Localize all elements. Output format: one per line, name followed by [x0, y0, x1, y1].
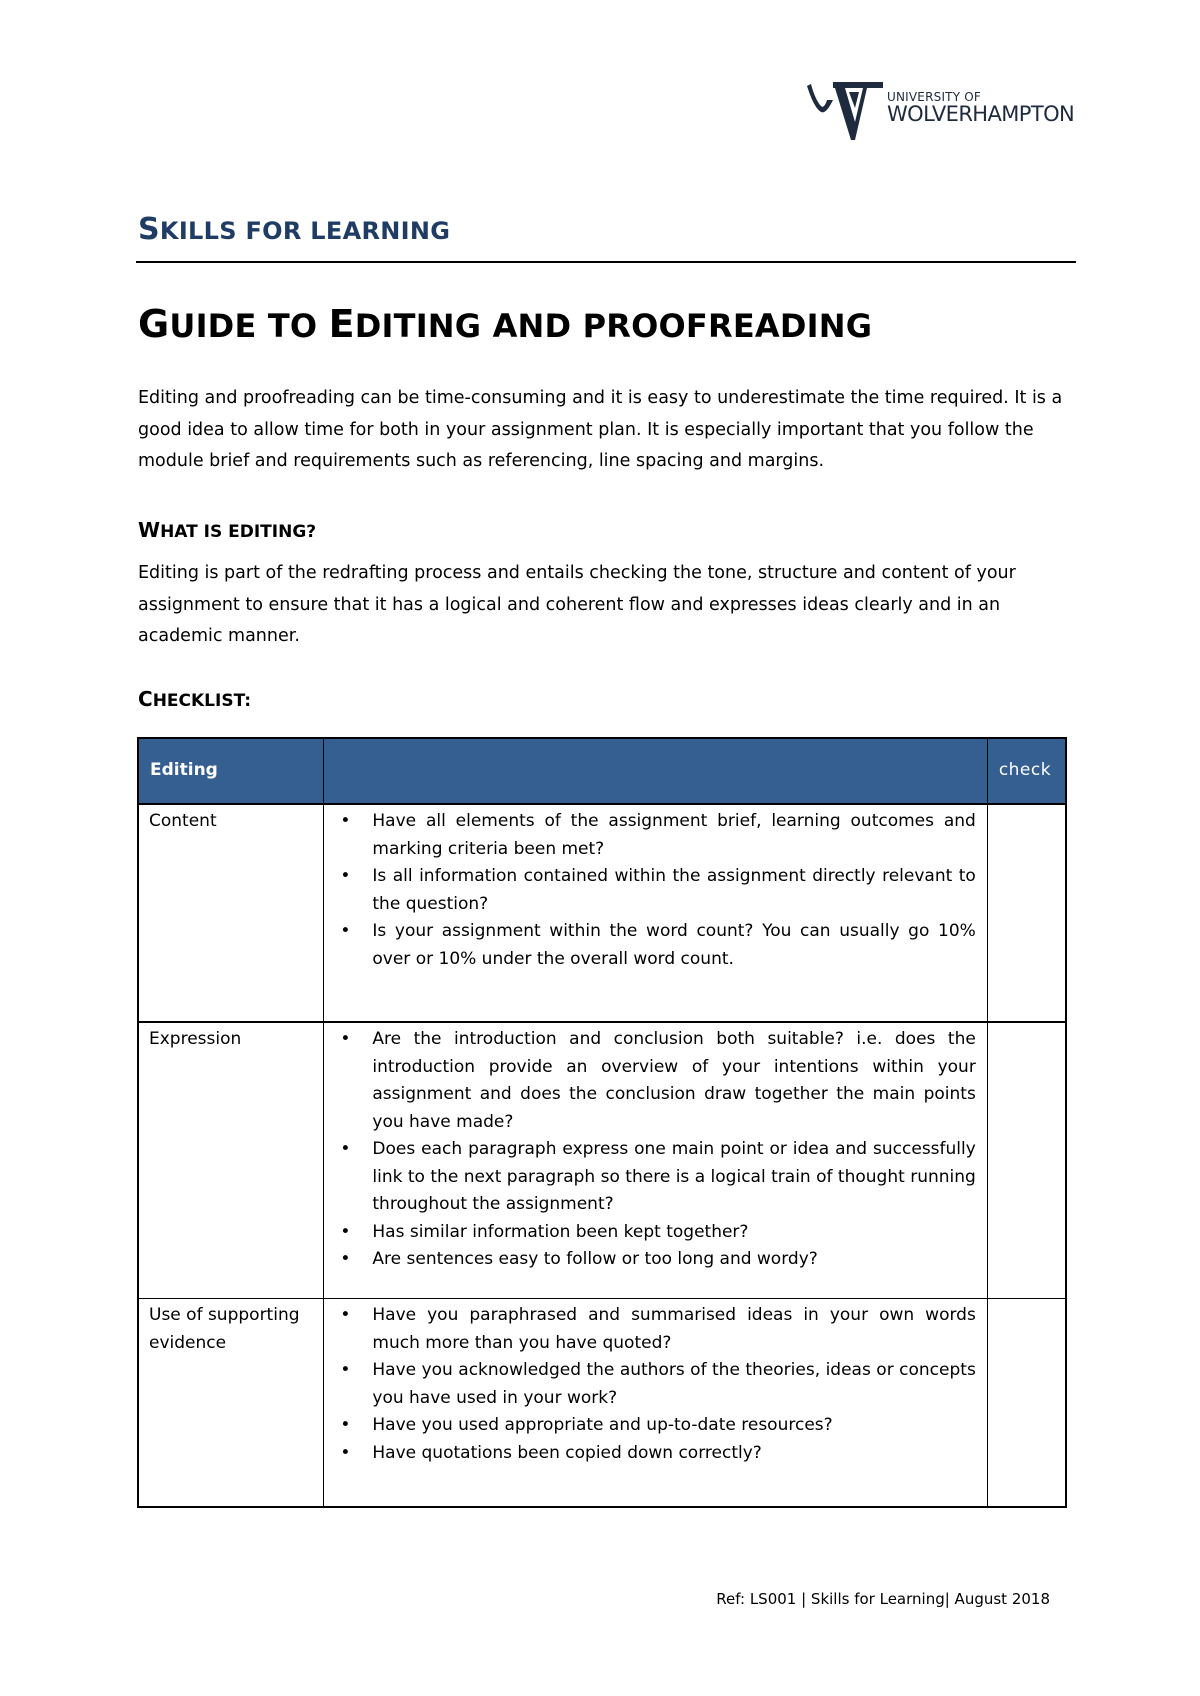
bullet-icon: •: [340, 921, 351, 941]
series-heading: SKILLS FOR LEARNING: [138, 212, 451, 247]
category-cell: Content: [138, 804, 324, 1022]
header-editing: Editing: [138, 738, 324, 804]
items-cell: [324, 1299, 987, 1508]
bullet-icon: •: [340, 1221, 351, 1242]
items-cell: [324, 1022, 987, 1299]
header-rule: [136, 261, 1076, 263]
bullet-icon: •: [340, 1442, 351, 1463]
page-title: GUIDE TO EDITING AND PROOFREADING: [138, 302, 873, 346]
table-row: [138, 804, 1066, 1022]
what-is-editing-heading: WHAT IS EDITING?: [138, 518, 317, 542]
header-check: check: [987, 738, 1066, 804]
list-item: • Have you used appropriate and up-to-date resources?: [334, 1412, 975, 1440]
category-cell: Expression: [138, 1022, 324, 1299]
bullet-icon: •: [340, 1029, 351, 1049]
category-cell: Use of supporting evidence: [138, 1299, 324, 1508]
editing-checklist-table: [137, 737, 1067, 1508]
bullet-icon: •: [340, 866, 351, 886]
list-item: • Has similar information been kept together?: [334, 1219, 975, 1247]
list-item: • Are sentences easy to follow or too long and wordy?: [334, 1246, 975, 1274]
check-box-cell[interactable]: [987, 1299, 1066, 1508]
editing-paragraph: Editing is part of the redrafting process and entails checking the tone, structure and content of your assignment to ensure that it has a logical and coherent flow and expresses ideas clearly and in an academic manner.: [138, 563, 1016, 646]
logo-line-2: WOLVERHAMPTON: [887, 102, 1075, 126]
table-row: [138, 1299, 1066, 1508]
list-item: • Have quotations been copied down correctly?: [334, 1440, 975, 1468]
bullet-icon: •: [340, 1360, 351, 1380]
checklist-heading: CHECKLIST:: [138, 687, 252, 711]
list-item: • Does each paragraph express one main point or idea and successfully link to the next paragraph so there is a logical train of thought running throughout the assignment?: [334, 1136, 975, 1219]
list-item: • Have you acknowledged the authors of the theories, ideas or concepts you have used in your work?: [334, 1357, 975, 1412]
page-footer: Ref: LS001 | Skills for Learning| August 2018: [716, 1590, 1050, 1608]
check-box-cell[interactable]: [987, 1022, 1066, 1299]
bullet-icon: •: [340, 1415, 351, 1435]
logo-line-1: UNIVERSITY OF: [887, 90, 982, 104]
university-logo: [805, 78, 1085, 144]
list-item: • Have all elements of the assignment brief, learning outcomes and marking criteria been met?: [334, 808, 975, 863]
bullet-icon: •: [340, 811, 351, 831]
header-blank: [324, 738, 987, 804]
table-header-row: [138, 738, 1066, 804]
bullet-icon: •: [340, 1249, 351, 1269]
list-item: • Is all information contained within the assignment directly relevant to the question?: [334, 863, 975, 918]
bullet-icon: •: [340, 1139, 351, 1159]
intro-paragraph: Editing and proofreading can be time-consuming and it is easy to underestimate the time required. It is a good idea to allow time for both in your assignment plan. It is especially important that you follow the module brief and requirements such as referencing, line spacing and margins.: [138, 388, 1063, 471]
table-row: [138, 1022, 1066, 1299]
university-logo-mark: [805, 78, 885, 144]
bullet-icon: •: [340, 1305, 351, 1325]
check-box-cell[interactable]: [987, 804, 1066, 1022]
list-item: • Are the introduction and conclusion both suitable? i.e. does the introduction provide an overview of your intentions within your assignment and does the conclusion draw together the main points you have made?: [334, 1026, 975, 1136]
list-item: • Is your assignment within the word count? You can usually go 10% over or 10% under the overall word count.: [334, 918, 975, 973]
list-item: • Have you paraphrased and summarised ideas in your own words much more than you have quoted?: [334, 1302, 975, 1357]
items-cell: [324, 804, 987, 1022]
